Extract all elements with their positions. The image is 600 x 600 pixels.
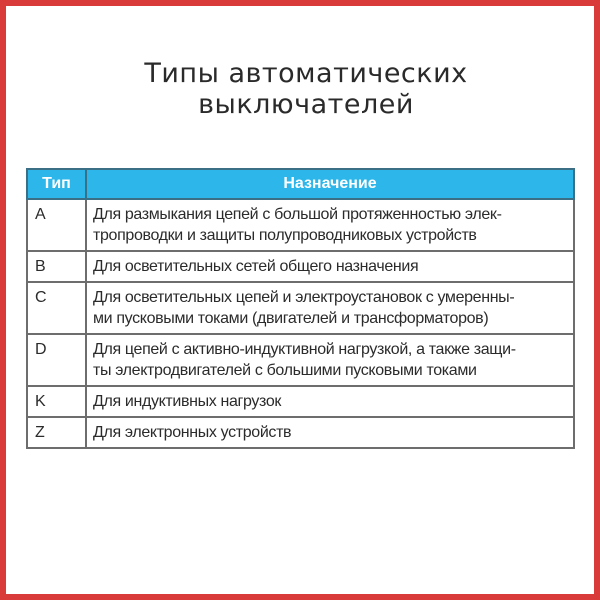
purpose-line: Для индуктивных нагрузок	[93, 393, 282, 410]
table-row	[27, 417, 574, 448]
type-cell: D	[27, 334, 86, 386]
breaker-types-table	[26, 168, 575, 449]
purpose-line: ми пусковыми токами (двигателей и трансформаторов)	[93, 310, 489, 327]
header-purpose: Назначение	[86, 169, 574, 199]
purpose-cell	[86, 251, 574, 282]
purpose-line: ты электродвигателей с большими пусковыми токами	[93, 362, 477, 379]
purpose-cell	[86, 417, 574, 448]
table-row	[27, 282, 574, 334]
purpose-cell	[86, 282, 574, 334]
type-cell: B	[27, 251, 86, 282]
purpose-line: Для осветительных сетей общего назначения	[93, 258, 419, 275]
page-title	[6, 58, 600, 120]
type-cell: K	[27, 386, 86, 417]
header-type: Тип	[27, 169, 86, 199]
title-line-2: выключателей	[198, 89, 414, 120]
purpose-line: Для цепей с активно-индуктивной нагрузкой, а также защи-	[93, 341, 516, 358]
table-row	[27, 199, 574, 251]
table-row	[27, 386, 574, 417]
purpose-cell	[86, 334, 574, 386]
purpose-cell	[86, 199, 574, 251]
table-row	[27, 334, 574, 386]
title-line-1: Типы автоматических	[144, 58, 468, 89]
type-cell: C	[27, 282, 86, 334]
table-row	[27, 251, 574, 282]
purpose-line: Для осветительных цепей и электроустановок с умеренны-	[93, 289, 515, 306]
purpose-line: Для размыкания цепей с большой протяженностью элек-	[93, 206, 502, 223]
type-cell: A	[27, 199, 86, 251]
type-cell: Z	[27, 417, 86, 448]
table-header-row	[27, 169, 574, 199]
purpose-line: Для электронных устройств	[93, 424, 292, 441]
purpose-line: тропроводки и защиты полупроводниковых устройств	[93, 227, 477, 244]
purpose-cell	[86, 386, 574, 417]
